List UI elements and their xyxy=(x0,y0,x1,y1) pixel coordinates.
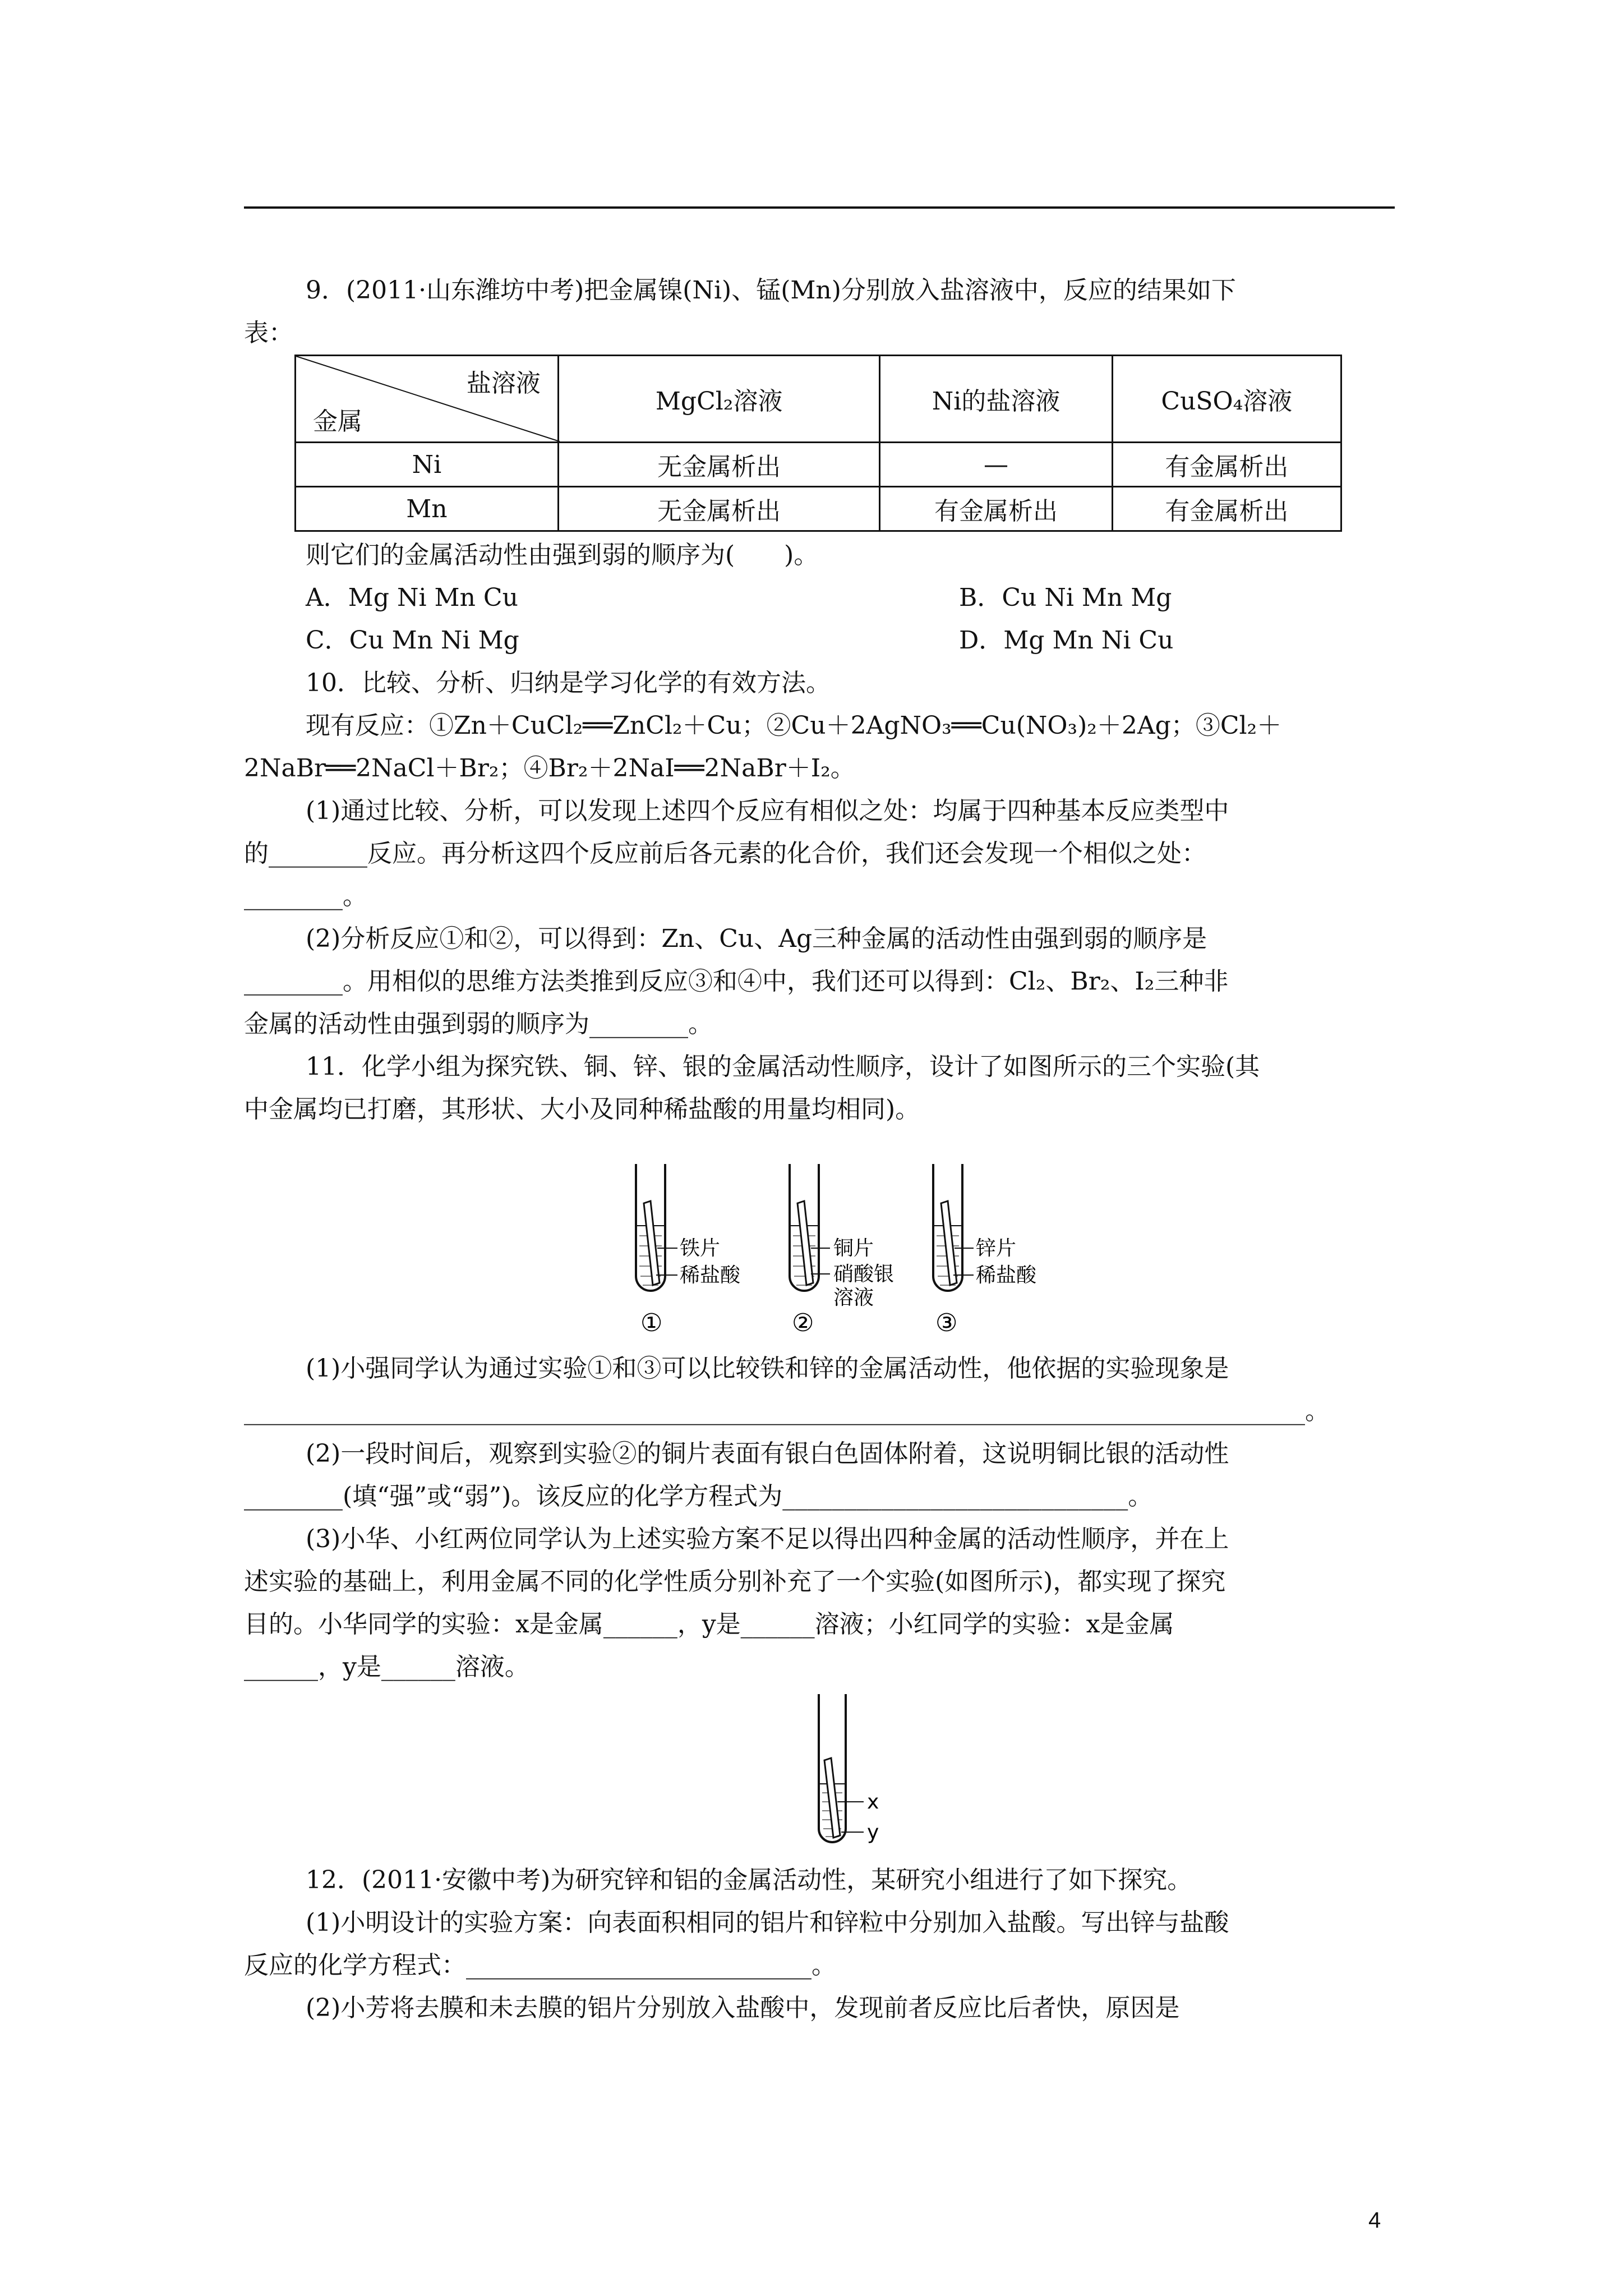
header-rule xyxy=(244,206,1395,209)
tube2-label-solution: 硝酸银 xyxy=(833,1263,895,1286)
q9-option-d: D．Mg Mn Ni Cu xyxy=(959,626,1174,655)
tube2-number: ② xyxy=(792,1309,814,1337)
col-header-ni-salt: Ni的盐溶液 xyxy=(880,356,1112,443)
col-header-mgcl2: MgCl₂溶液 xyxy=(558,356,880,443)
q9-option-c: C．Cu Mn Ni Mg xyxy=(306,626,519,655)
page-number: 4 xyxy=(1368,2208,1381,2233)
q11-p3-line4: ______，y是______溶液。 xyxy=(244,1653,529,1681)
test-tube-2 xyxy=(790,1164,830,1291)
q10-p1-line2: 的________反应。再分析这四个反应前后各元素的化合价，我们还会发现一个相似之处： xyxy=(244,839,1206,868)
q11-p1-line2: ______________________________________________________________________________________。 xyxy=(244,1397,1330,1425)
row-metal: Ni xyxy=(296,443,559,487)
cell: 有金属析出 xyxy=(1112,487,1341,531)
cell: 无金属析出 xyxy=(558,443,880,487)
q12-p2-line1: (2)小芳将去膜和未去膜的铝片分别放入盐酸中，发现前者反应比后者快，原因是 xyxy=(306,1994,1180,2022)
q11-p3-line2: 述实验的基础上，利用金属不同的化学性质分别补充了一个实验(如图所示)，都实现了探究 xyxy=(244,1567,1226,1596)
tube3-label-metal: 锌片 xyxy=(976,1237,1017,1260)
tube1-number: ① xyxy=(640,1309,663,1337)
q12-p1-line1: (1)小明设计的实验方案：向表面积相同的铝片和锌粒中分别加入盐酸。写出锌与盐酸 xyxy=(306,1908,1229,1937)
q12-line1: 12．(2011·安徽中考)为研究锌和铝的金属活动性，某研究小组进行了如下探究。 xyxy=(306,1866,1192,1894)
q11-line2: 中金属均已打磨，其形状、大小及同种稀盐酸的用量均相同)。 xyxy=(244,1095,920,1124)
row-metal: Mn xyxy=(296,487,559,531)
q12-p1-line2: 反应的化学方程式：____________________________。 xyxy=(244,1951,836,1980)
q9-question: 则它们的金属活动性由强到弱的顺序为( )。 xyxy=(306,541,819,569)
label-x: x xyxy=(867,1791,879,1814)
cell: 无金属析出 xyxy=(558,487,880,531)
corner-label-metal: 金属 xyxy=(313,407,362,436)
q10-p2-line2: ________。用相似的思维方法类推到反应③和④中，我们还可以得到：Cl₂、Br₂、I₂三种非 xyxy=(244,967,1229,996)
q10-line1: 10．比较、分析、归纳是学习化学的有效方法。 xyxy=(306,669,831,697)
label-y: y xyxy=(867,1821,879,1844)
q11-p1-line1: (1)小强同学认为通过实验①和③可以比较铁和锌的金属活动性，他依据的实验现象是 xyxy=(306,1354,1229,1383)
corner-label-salt: 盐溶液 xyxy=(466,369,541,398)
tube3-label-solution: 稀盐酸 xyxy=(976,1264,1037,1287)
q11-p3-line3: 目的。小华同学的实验：x是金属______，y是______溶液；小红同学的实验：x是金属 xyxy=(244,1610,1174,1639)
q11-line1: 11．化学小组为探究铁、铜、锌、银的金属活动性顺序，设计了如图所示的三个实验(其 xyxy=(306,1052,1260,1081)
xy-test-tube-figure xyxy=(808,1694,897,1862)
tube2-label-metal: 铜片 xyxy=(833,1237,874,1260)
tube3-number: ③ xyxy=(935,1309,958,1337)
q9-result-table xyxy=(294,355,1342,532)
q9-line2: 表： xyxy=(244,319,293,347)
table-row xyxy=(296,487,1341,531)
q10-p1-line1: (1)通过比较、分析，可以发现上述四个反应有相似之处：均属于四种基本反应类型中 xyxy=(306,797,1229,825)
q11-p2-line2: ________(填“强”或“弱”)。该反应的化学方程式为____________________________。 xyxy=(244,1482,1153,1511)
q9-line1: 9．(2011·山东潍坊中考)把金属镍(Ni)、锰(Mn)分别放入盐溶液中，反应的结果如下 xyxy=(306,276,1236,305)
q10-line3: 2NaBr══2NaCl＋Br₂；④Br₂＋2NaI══2NaBr＋I₂。 xyxy=(244,754,855,783)
q11-p3-line1: (3)小华、小红两位同学认为上述实验方案不足以得出四种金属的活动性顺序，并在上 xyxy=(306,1525,1229,1553)
cell: 有金属析出 xyxy=(1112,443,1341,487)
test-tubes-figure xyxy=(617,1164,1037,1349)
tube1-label-solution: 稀盐酸 xyxy=(680,1264,741,1287)
test-tube-1 xyxy=(636,1164,677,1291)
q10-line2: 现有反应：①Zn＋CuCl₂══ZnCl₂＋Cu；②Cu＋2AgNO₃══Cu(NO₃)₂＋2Ag；③Cl₂＋ xyxy=(306,711,1282,740)
test-tube-3 xyxy=(933,1164,974,1291)
cell: — xyxy=(880,443,1112,487)
tube2-label-solution-2: 溶液 xyxy=(833,1286,874,1309)
table-row xyxy=(296,443,1341,487)
q9-option-b: B．Cu Ni Mn Mg xyxy=(959,583,1172,612)
q10-p2-line1: (2)分析反应①和②，可以得到：Zn、Cu、Ag三种金属的活动性由强到弱的顺序是 xyxy=(306,924,1207,953)
q11-p2-line1: (2)一段时间后，观察到实验②的铜片表面有银白色固体附着，这说明铜比银的活动性 xyxy=(306,1439,1229,1468)
tube1-label-metal: 铁片 xyxy=(680,1237,721,1260)
q9-option-a: A．Mg Ni Mn Cu xyxy=(306,583,518,612)
col-header-cuso4: CuSO₄溶液 xyxy=(1112,356,1341,443)
cell: 有金属析出 xyxy=(880,487,1112,531)
q10-p1-line3: ________。 xyxy=(244,882,367,910)
q10-p2-line3: 金属的活动性由强到弱的顺序为________。 xyxy=(244,1010,713,1038)
table-corner-cell xyxy=(296,356,559,443)
